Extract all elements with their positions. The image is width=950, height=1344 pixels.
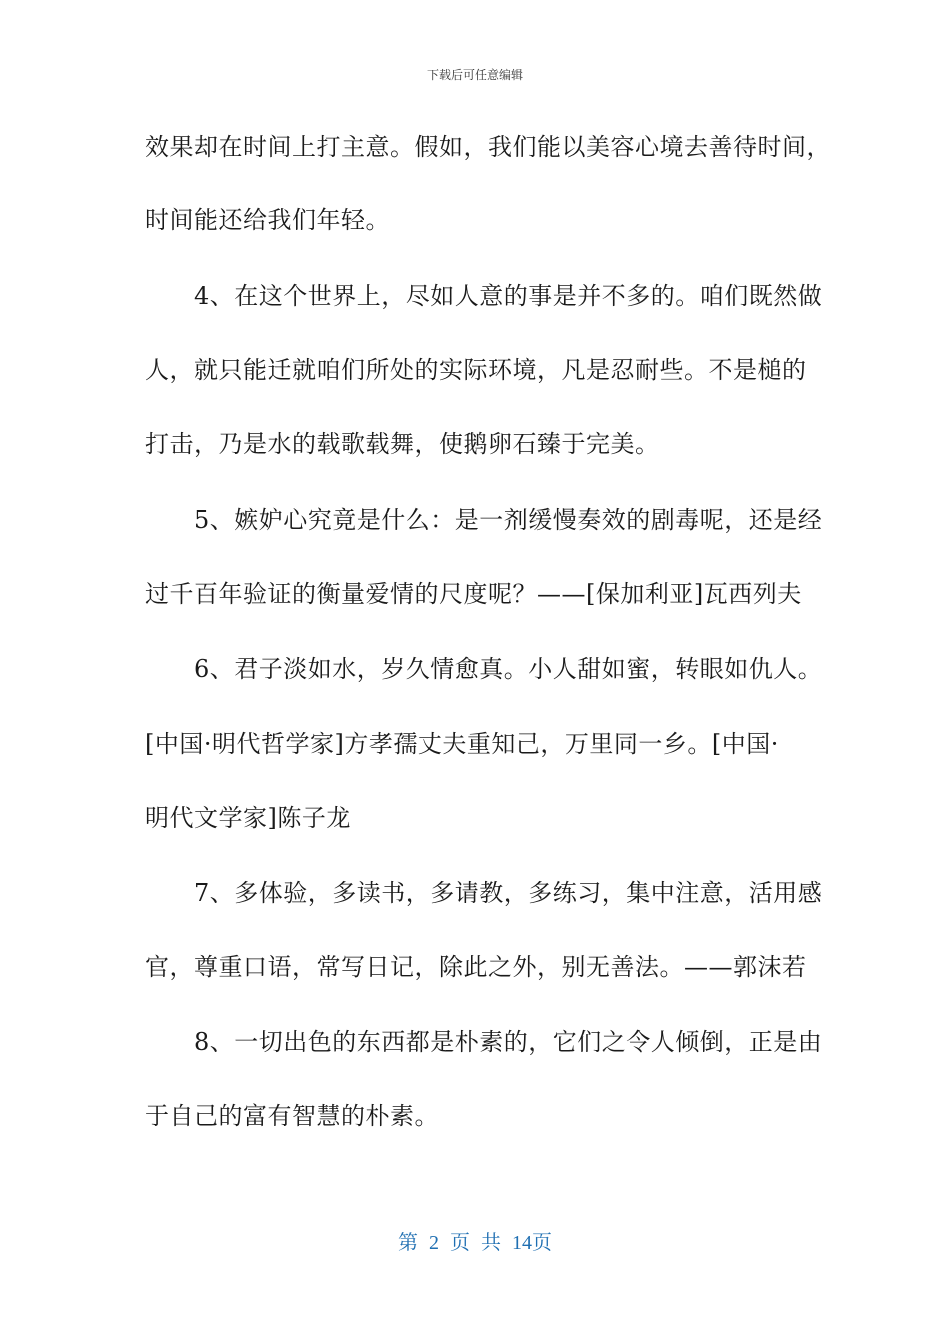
body-line: 明代文学家]陈子龙: [145, 804, 351, 832]
body-line: 5、嫉妒心究竟是什么：是一剂缓慢奏效的剧毒呢，还是经: [145, 506, 823, 534]
body-line: [中国·明代哲学家]方孝孺丈夫重知己，万里同一乡。[中国·: [145, 730, 779, 758]
body-line: 过千百年验证的衡量爱情的尺度呢？——[保加利亚]瓦西列夫: [145, 580, 802, 608]
body-line: 人，就只能迁就咱们所处的实际环境，凡是忍耐些。不是槌的: [145, 356, 807, 384]
body-line: 时间能还给我们年轻。: [145, 206, 390, 234]
page-header: 下载后可任意编辑: [426, 68, 523, 82]
body-line: 7、多体验，多读书，多请教，多练习，集中注意，活用感: [145, 879, 823, 907]
body-line: 4、在这个世界上，尽如人意的事是并不多的。咱们既然做: [145, 282, 823, 310]
body-line: 6、君子淡如水，岁久情愈真。小人甜如蜜，转眼如仇人。: [145, 655, 823, 683]
body-line: 官，尊重口语，常写日记，除此之外，别无善法。——郭沫若: [145, 953, 807, 981]
body-line: 效果却在时间上打主意。假如，我们能以美容心境去善待时间，: [145, 133, 831, 161]
body-line: 于自己的富有智慧的朴素。: [145, 1102, 439, 1130]
body-line: 8、一切出色的东西都是朴素的，它们之令人倾倒，正是由: [145, 1028, 823, 1056]
body-line: 打击，乃是水的载歌载舞，使鹅卵石臻于完美。: [145, 430, 660, 458]
page-number-footer: 第 2 页 共 14页: [398, 1232, 552, 1254]
